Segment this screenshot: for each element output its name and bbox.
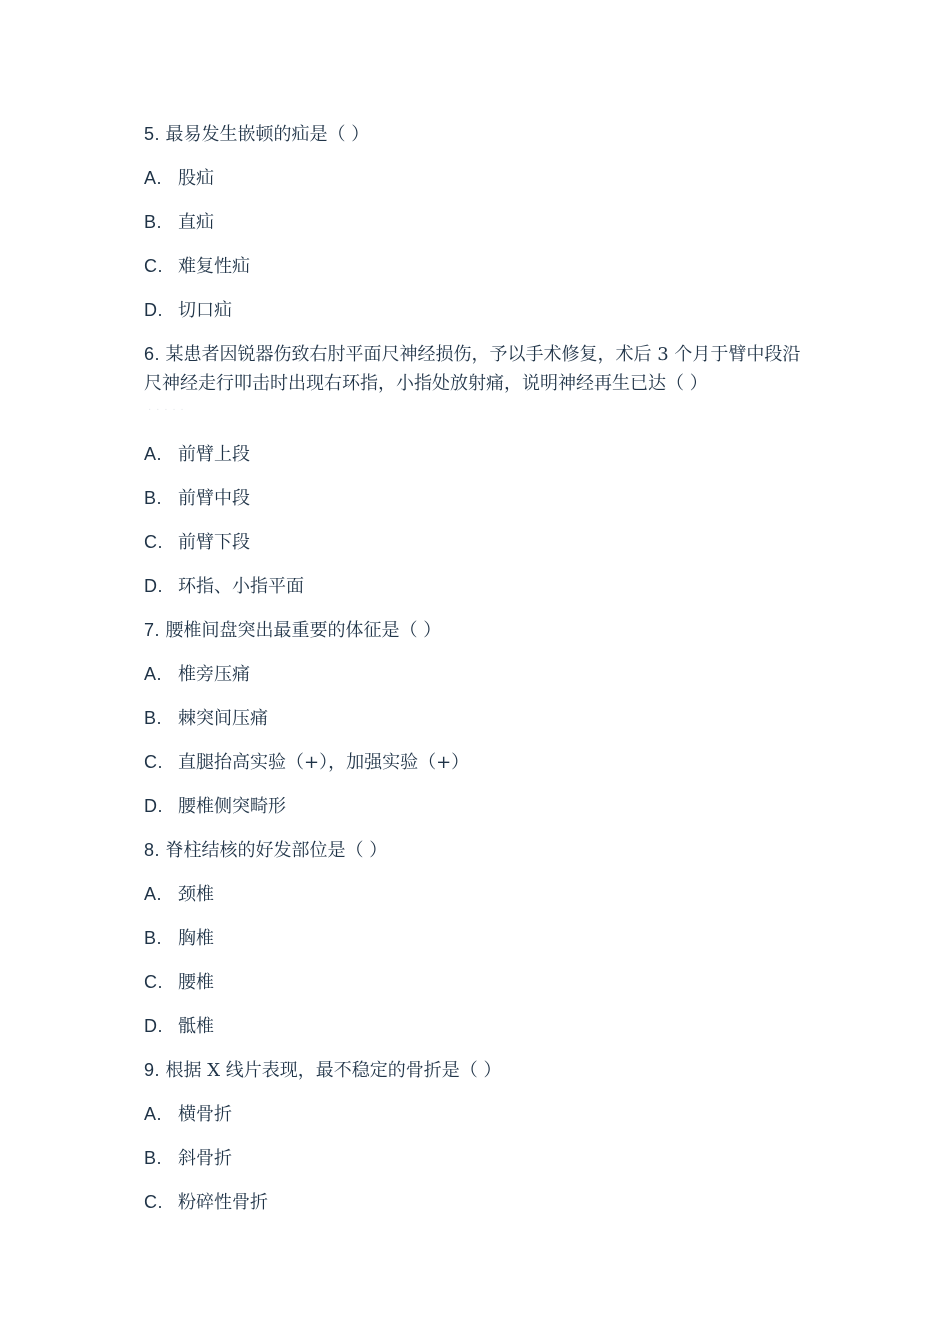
question-number: 6 — [144, 344, 155, 364]
option-label: A. — [144, 444, 163, 464]
option-label: C. — [144, 256, 163, 276]
option-text: 横骨折 — [178, 1104, 232, 1125]
option-text: 直疝 — [178, 212, 214, 233]
question-6-stem — [144, 340, 814, 398]
question-text: 最易发生嵌顿的疝是（ ） — [165, 124, 370, 145]
question-8-option-a — [144, 880, 214, 909]
question-text: 某患者因锐器伤致右肘平面尺神经损伤，予以手术修复，术后 3 个月于臂中段沿尺神经走行叩击时出现右环指，小指处放射痛，说明神经再生已达（ ） — [144, 344, 801, 394]
option-label: A. — [144, 1104, 163, 1124]
question-7-option-b — [144, 704, 268, 733]
option-label: A. — [144, 168, 163, 188]
option-label: B. — [144, 708, 163, 728]
question-number: 5 — [144, 124, 155, 144]
option-label: C. — [144, 1192, 163, 1212]
option-text: 切口疝 — [178, 300, 232, 321]
question-number-dot: . — [154, 344, 166, 364]
option-text: 前臂中段 — [178, 488, 250, 509]
option-label: B. — [144, 1148, 163, 1168]
option-text: 难复性疝 — [178, 256, 250, 277]
option-text: 粉碎性骨折 — [178, 1192, 268, 1213]
question-7-stem — [144, 616, 441, 645]
question-7-option-d — [144, 792, 286, 821]
option-text: 斜骨折 — [178, 1148, 232, 1169]
option-text: 环指、小指平面 — [178, 576, 304, 597]
question-number-dot: . — [154, 620, 166, 640]
question-number: 9 — [144, 1060, 155, 1080]
question-number-dot: . — [154, 840, 166, 860]
question-5-option-b — [144, 208, 214, 237]
question-9-option-c — [144, 1188, 268, 1217]
option-label: C. — [144, 972, 163, 992]
question-text: 脊柱结核的好发部位是（ ） — [165, 840, 388, 861]
question-8-option-c — [144, 968, 214, 997]
question-5-stem — [144, 120, 369, 149]
question-6-option-c — [144, 528, 250, 557]
question-text: 腰椎间盘突出最重要的体征是（ ） — [165, 620, 442, 641]
question-8-stem — [144, 836, 387, 865]
question-number: 8 — [144, 840, 155, 860]
question-number: 7 — [144, 620, 155, 640]
question-9-option-b — [144, 1144, 232, 1173]
option-text: 骶椎 — [178, 1016, 214, 1037]
option-label: D. — [144, 796, 163, 816]
question-6-option-b — [144, 484, 250, 513]
option-text: 颈椎 — [178, 884, 214, 905]
option-text: 股疝 — [178, 168, 214, 189]
question-5-option-a — [144, 164, 214, 193]
option-label: B. — [144, 928, 163, 948]
question-6-option-a — [144, 440, 250, 469]
option-label: A. — [144, 664, 163, 684]
option-text: 胸椎 — [178, 928, 214, 949]
question-5-option-d — [144, 296, 232, 325]
option-text: 棘突间压痛 — [178, 708, 268, 729]
question-5-option-c — [144, 252, 250, 281]
question-7-option-c — [144, 748, 469, 777]
option-text: 腰椎侧突畸形 — [178, 796, 286, 817]
question-6-option-d — [144, 572, 304, 601]
faint-watermark-mark: · · · · · — [148, 404, 185, 415]
option-text: 直腿抬高实验（+），加强实验（+） — [178, 752, 470, 773]
question-text: 根据 X 线片表现，最不稳定的骨折是（ ） — [165, 1060, 502, 1081]
question-9-stem — [144, 1056, 502, 1085]
option-label: B. — [144, 488, 163, 508]
option-label: C. — [144, 532, 163, 552]
option-label: A. — [144, 884, 163, 904]
option-label: C. — [144, 752, 163, 772]
question-7-option-a — [144, 660, 250, 689]
option-text: 前臂下段 — [178, 532, 250, 553]
question-8-option-d — [144, 1012, 214, 1041]
question-number-dot: . — [154, 1060, 166, 1080]
question-number-dot: . — [154, 124, 166, 144]
option-text: 椎旁压痛 — [178, 664, 250, 685]
option-label: D. — [144, 576, 163, 596]
question-9-option-a — [144, 1100, 232, 1129]
option-text: 前臂上段 — [178, 444, 250, 465]
option-label: D. — [144, 300, 163, 320]
option-label: B. — [144, 212, 163, 232]
option-text: 腰椎 — [178, 972, 214, 993]
option-label: D. — [144, 1016, 163, 1036]
question-8-option-b — [144, 924, 214, 953]
